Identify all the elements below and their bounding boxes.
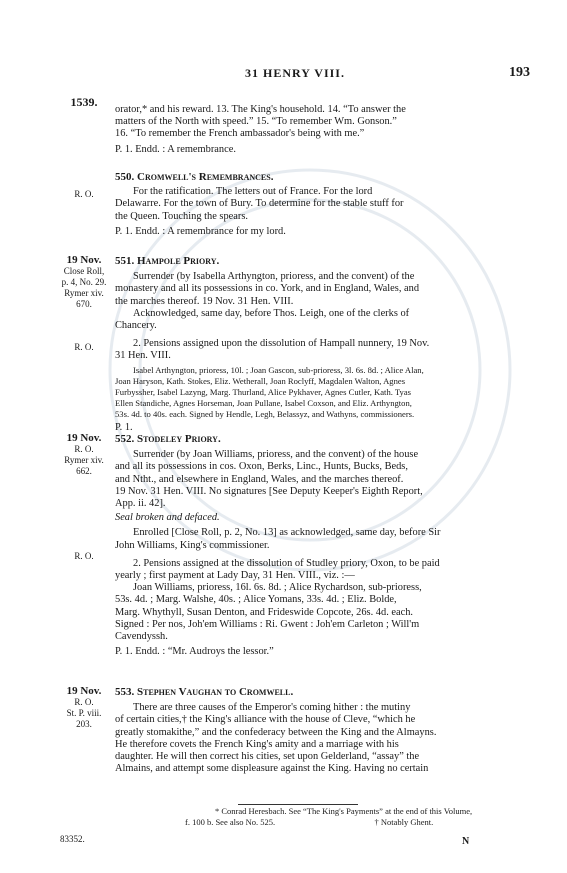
text-line: Isabel Arthyngton, prioress, 10l. ; Joan Gascon, sub-prioress, 3l. 6s. 8d. ; Alice Alan,: [133, 364, 424, 375]
entry-heading: 550. Cromwell's Remembrances.: [115, 171, 274, 183]
text-line: 53s. 4d. ; Marg. Walshe, 40s. ; Alice Yomans, 33s. 4d. ; Eliz. Bolde,: [115, 594, 397, 606]
source-ref: R. O.: [74, 697, 94, 707]
footnotes: [115, 806, 533, 828]
margin-551-2: [56, 342, 112, 353]
text-line: For the ratification. The letters out of France. For the lord: [133, 186, 373, 198]
printer-signature: 83352.: [60, 834, 85, 844]
footnote-text: † Notably Ghent.: [374, 817, 434, 827]
text-line: Chancery.: [115, 320, 157, 332]
footnote-text: f. 100 b. See also No. 525.: [185, 817, 276, 827]
margin-551: [56, 255, 112, 310]
pension-list: [115, 365, 533, 420]
text-line: Surrender (by Joan Williams, prioress, and the convent) of the house: [133, 449, 419, 461]
text-line: 19 Nov. 31 Hen. VIII. No signatures [See Deputy Keeper's Eighth Report,: [115, 485, 423, 497]
text-line: yearly ; first payment at Lady Day, 31 Hen. VIII., viz. :—: [115, 570, 355, 582]
source-ref: R. O.: [74, 551, 94, 561]
text-line: monastery and all its possessions in co. York, and in England, Wales, and: [115, 283, 420, 295]
entry-550: [115, 171, 533, 238]
continued-text: [115, 104, 533, 156]
footnote-line: [115, 817, 533, 828]
entry-date: 19 Nov.: [66, 254, 102, 266]
text-line: greatly stomakithe,” and the confederacy between the King and the Almayns.: [115, 726, 437, 738]
text-line: Almains, and attempt some displeasure against the King. Having no certain: [115, 763, 429, 775]
entry-552: [115, 433, 533, 658]
margin-552: [56, 433, 112, 477]
source-ref: Close Roll,: [63, 266, 105, 276]
source-ref: St. P. viii.: [66, 708, 102, 718]
text-line: the Queen. Touching the spears.: [115, 210, 248, 222]
entry-heading: 551. Hampole Priory.: [115, 255, 220, 267]
text-line: of certain cities,† the King's alliance with the house of Cleve, “which he: [115, 714, 416, 726]
text-line: 31 Hen. VIII.: [115, 350, 171, 362]
running-title: 31 HENRY VIII.: [245, 66, 345, 80]
text-line: Marg. Whythyll, Susan Denton, and Frideswide Copcote, 26s. 4d. each.: [115, 606, 414, 618]
entry-551: [115, 255, 533, 434]
entry-date: 19 Nov.: [66, 432, 102, 444]
text-line: Surrender (by Isabella Arthyngton, prioress, and the convent) of the: [133, 271, 415, 283]
text-line: 2. Pensions assigned at the dissolution of Studley priory, Oxon, to be paid: [133, 557, 440, 569]
source-ref: p. 4, No. 29.: [61, 277, 107, 287]
margin-550: [56, 189, 112, 200]
text-line: 53s. 4d. to 40s. each. Signed by Hendle, Legh, Belassyz, and Wathyns, commissioners.: [115, 408, 415, 419]
year-label: 1539.: [70, 95, 98, 109]
footnote-line: * Conrad Heresbach. See “The King's Payments” at the end of this Volume,: [215, 806, 473, 816]
endorsement: P. 1. Endd. : A remembrance.: [115, 143, 236, 155]
source-ref: Rymer xiv.: [64, 455, 104, 465]
margin-553: [56, 686, 112, 730]
page-number: 193: [509, 65, 530, 80]
source-ref: 670.: [76, 299, 92, 309]
text-line: Furbyssher, Isabel Lazyng, Marg. Thurland, Alice Pykhaver, Agnes Cutler, Kath. Tyas: [115, 386, 411, 397]
endorsement: P. 1. Endd. : A remembrance for my lord.: [115, 225, 286, 237]
running-header: [60, 66, 530, 84]
text-line: Cavendyssh.: [115, 631, 168, 643]
endorsement: P. 1. Endd. : “Mr. Audroys the lessor.”: [115, 646, 274, 658]
text-line: Joan Haryson, Kath. Stokes, Eliz. Wetherall, Joan Roclyff, Magdalen Walton, Agnes: [115, 375, 406, 386]
text-line: Ellen Standiche, Agnes Horseman, Joan Pullane, Isabel Coxson, and Eliz. Arthyngton,: [115, 397, 412, 408]
entry-heading: 553. Stephen Vaughan to Cromwell.: [115, 686, 294, 698]
text-line: He therefore covets the French King's amity and a marriage with his: [115, 738, 399, 750]
text-line: 16. “To remember the French ambassador's being with me.”: [115, 128, 365, 140]
text-line: There are three causes of the Emperor's coming hither : the mutiny: [133, 702, 411, 714]
footnote-divider: [238, 804, 358, 805]
text-line: and all its possessions in cos. Oxon, Berks, Linc., Hunts, Bucks, Beds,: [115, 461, 408, 473]
text-line: matters of the North with speed.” 15. “To remember Wm. Gonson.”: [115, 116, 397, 128]
source-ref: 662.: [76, 466, 92, 476]
text-line: Acknowledged, same day, before Thos. Leigh, one of the clerks of: [133, 307, 410, 319]
text-line: Enrolled [Close Roll, p. 2, No. 13] as acknowledged, same day, before Sir: [133, 527, 441, 539]
text-line: App. ii. 42].: [115, 498, 166, 510]
text-line: the marches thereof. 19 Nov. 31 Hen. VIII.: [115, 295, 294, 307]
text-line: Delawarre. For the town of Bury. To determine for the stable stuff for: [115, 198, 404, 210]
margin-year: [56, 97, 112, 109]
source-ref: R. O.: [74, 444, 94, 454]
signature-mark: N: [462, 836, 470, 847]
entry-heading: 552. Stodeley Priory.: [115, 433, 221, 445]
source-ref: 203.: [76, 719, 92, 729]
text-line: 2. Pensions assigned upon the dissolution of Hampall nunnery, 19 Nov.: [133, 338, 430, 350]
text-line: Signed : Per nos, Joh'em Williams : Ri. Gwent : Joh'em Carleton ; Will'm: [115, 618, 420, 630]
text-line: daughter. He will then correct his cities, set upon Gelderland, “assay” the: [115, 751, 420, 763]
text-line: Joan Williams, prioress, 16l. 6s. 8d. ; Alice Rychardson, sub-prioress,: [133, 582, 422, 594]
text-line: John Williams, King's commissioner.: [115, 539, 270, 551]
margin-552-2: [56, 551, 112, 562]
entry-553: [115, 686, 533, 775]
entry-date: 19 Nov.: [66, 685, 102, 697]
source-ref: R. O.: [74, 189, 94, 199]
source-ref: Rymer xiv.: [64, 288, 104, 298]
source-ref: R. O.: [74, 342, 94, 352]
endorsement: P. 1.: [115, 421, 133, 433]
text-line: and Ntht., and elsewhere in England, Wales, and the marches thereof.: [115, 473, 404, 485]
seal-note: Seal broken and defaced.: [115, 512, 220, 524]
text-line: orator,* and his reward. 13. The King's household. 14. “To answer the: [115, 104, 406, 115]
